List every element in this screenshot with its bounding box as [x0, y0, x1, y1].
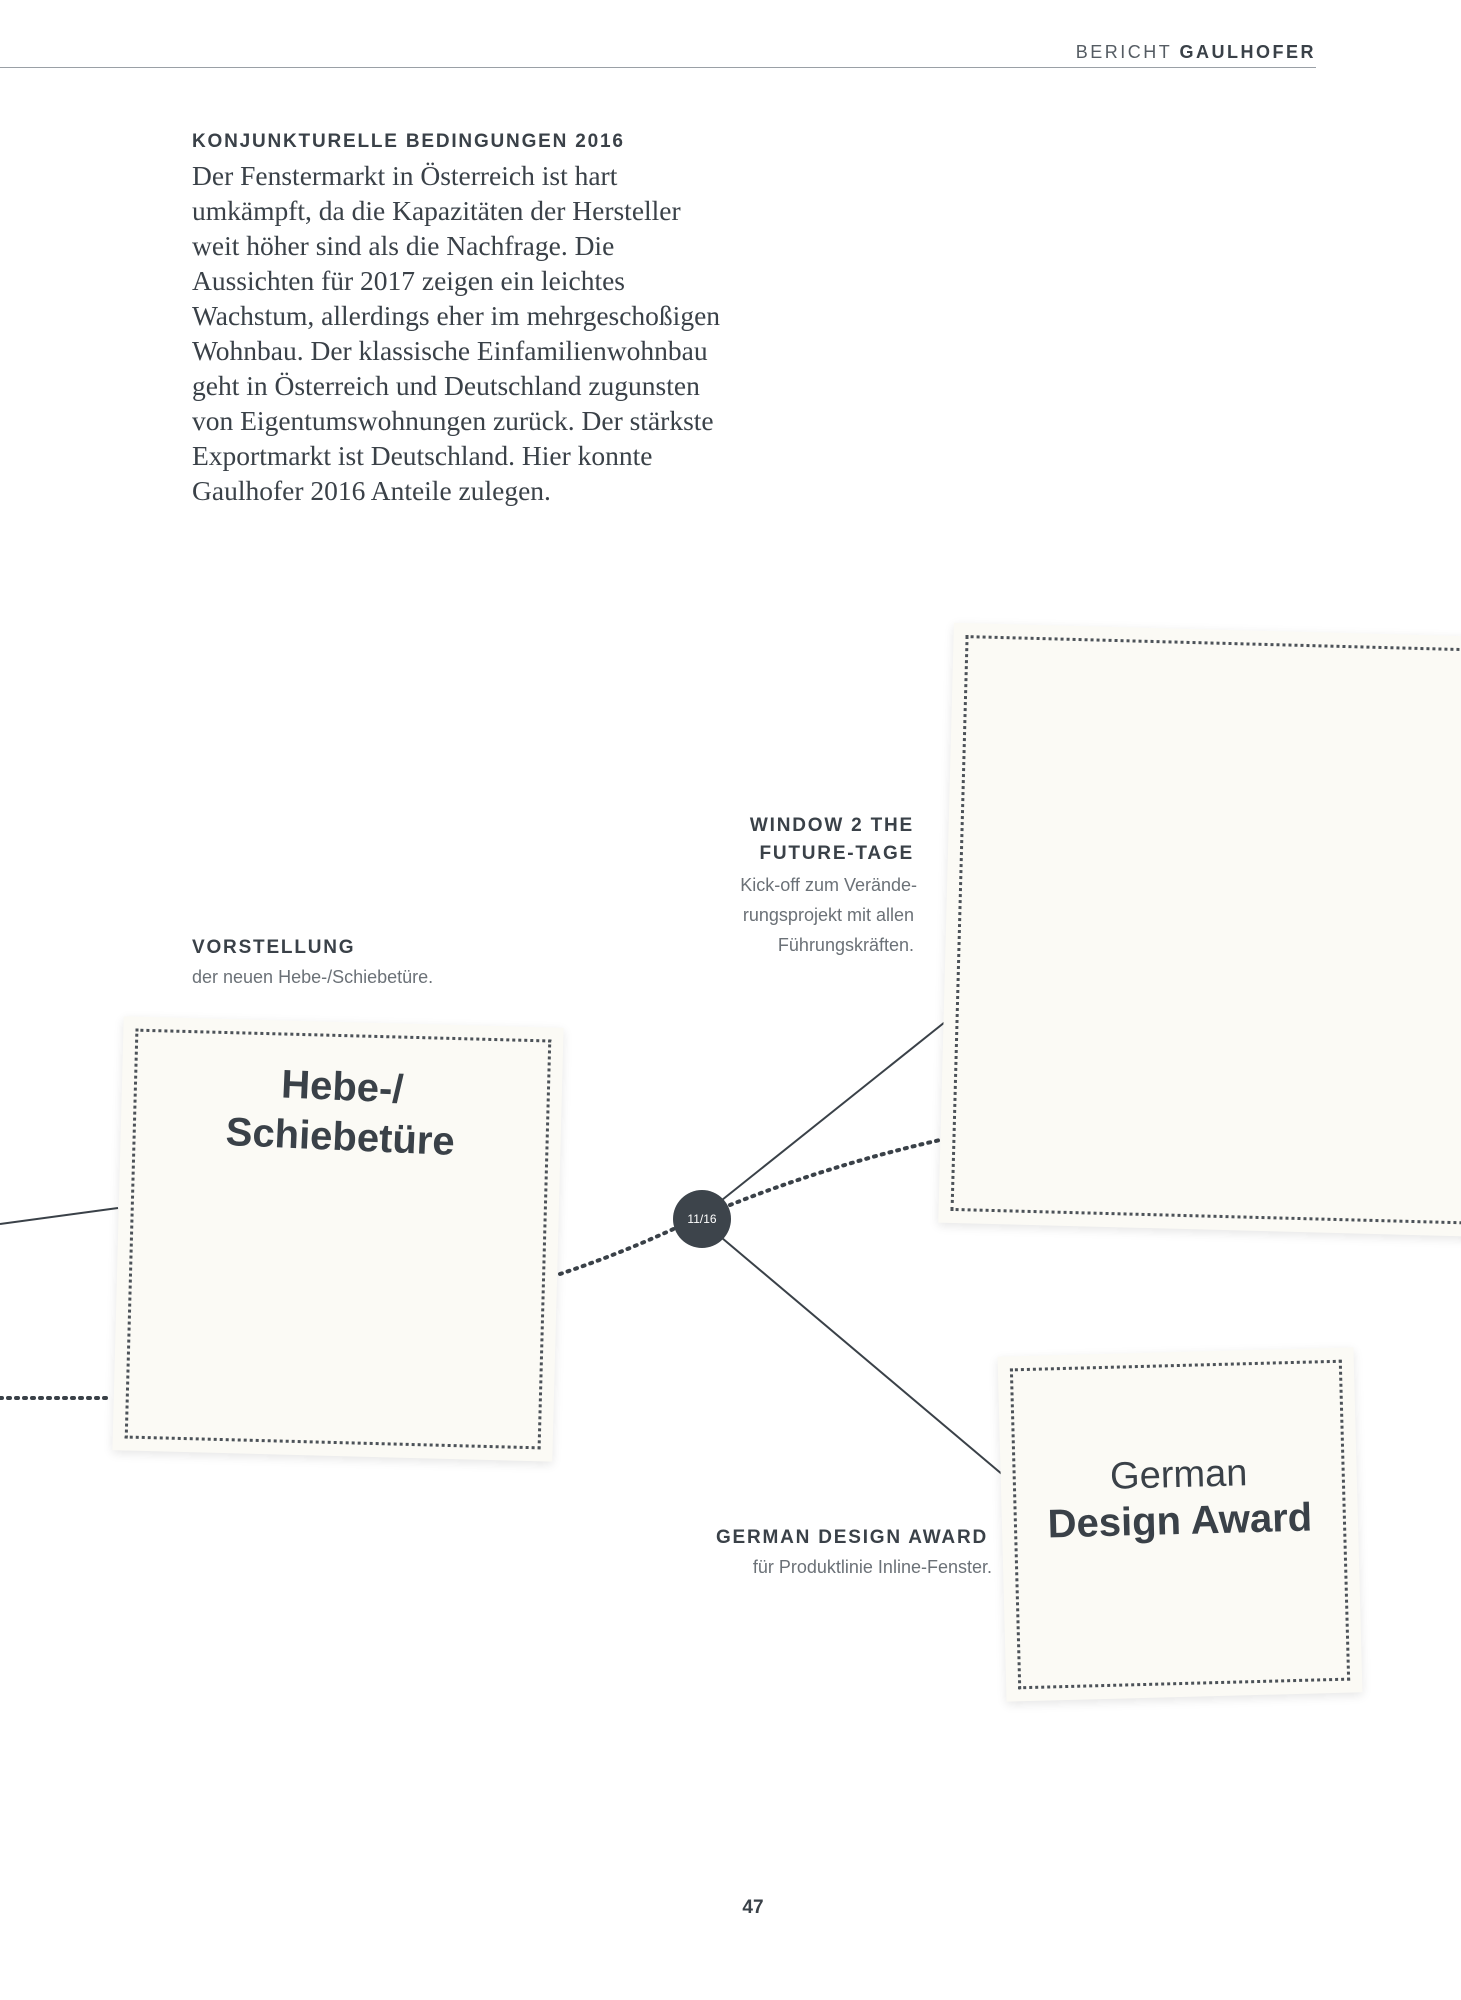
award-title: GERMAN DESIGN AWARD [715, 1527, 988, 1548]
vorstellung-title: VORSTELLUNG [192, 937, 356, 958]
window2future-text-line2: rungsprojekt mit allen [742, 905, 914, 925]
window2future-title-line1: WINDOW 2 THE [749, 815, 914, 836]
vorstellung-text: der neuen Hebe-/Schiebetüre. [192, 967, 434, 987]
award-card-title-line1: German [1109, 1452, 1248, 1498]
award-text: für Produktlinie Inline-Fenster. [752, 1557, 992, 1577]
hebe-card-title-line1: Hebe-/ [280, 1062, 405, 1112]
window2future-title-line2: FUTURE-TAGE [759, 843, 914, 864]
hebe-schiebetuere-card [112, 1016, 563, 1461]
window-photo-card [938, 623, 1461, 1237]
award-card-title [1000, 1447, 1358, 1548]
section-heading: KONJUNKTURELLE BEDINGUNGEN 2016 [192, 131, 625, 152]
running-head-brand: GAULHOFER [1179, 42, 1316, 62]
award-card-title-line2: Design Award [1047, 1495, 1313, 1547]
window2future-text-line1: Kick-off zum Verände- [740, 875, 917, 895]
page-number: 47 [742, 1897, 764, 1918]
connector-left-solid [0, 1208, 118, 1224]
hebe-card-title [119, 1052, 563, 1171]
window2future-text-line3: Führungskräften. [777, 935, 914, 955]
timeline-node-date: 11/16 [673, 1190, 731, 1248]
connector-node-window-dotted [730, 1140, 940, 1205]
connector-node-award-solid [722, 1238, 1003, 1475]
design-award-card [998, 1347, 1363, 1701]
hebe-card-title-line2: Schiebetüre [224, 1110, 456, 1164]
connector-hebe-node-dotted [560, 1226, 680, 1274]
card-dotted-border [951, 635, 1461, 1225]
running-head-section: BERICHT [1075, 42, 1172, 62]
connector-node-window-solid [722, 1018, 950, 1200]
body-paragraph: Der Fenstermarkt in Österreich ist hart umkämpft, da die Kapazitäten der Hersteller weit höher sind als die Nachfrage. Die Aussichten für 2017 zeigen ein leichtes Wachstum, allerdings eher im mehrgeschoßigen Wohnbau. Der klassische Einfamilienwohnbau geht in Österreich und Deutschland zugunsten von Eigentumswohnungen zurück. Der stärkste Exportmarkt ist Deutschland. Hier konnte Gaulhofer 2016 Anteile zulegen. [192, 160, 721, 506]
